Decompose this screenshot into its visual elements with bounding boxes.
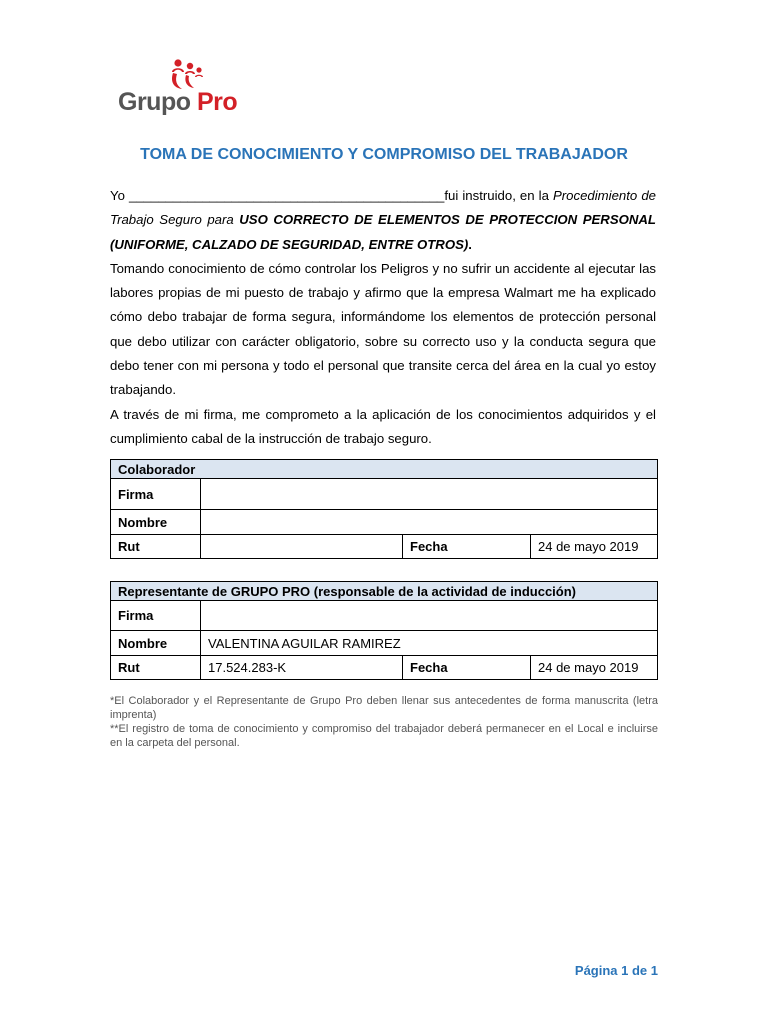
colaborador-table xyxy=(110,459,658,559)
document-title: TOMA DE CONOCIMIENTO Y COMPROMISO DEL TRABAJADOR xyxy=(140,146,628,163)
logo-text-grupo: Grupo xyxy=(118,88,191,116)
paragraph-instruction xyxy=(110,184,656,257)
page-number: Página 1 de 1 xyxy=(574,963,658,978)
colaborador-rut-field[interactable] xyxy=(201,535,403,559)
representante-fecha-value: 24 de mayo 2019 xyxy=(531,656,658,680)
representante-rut-label: Rut xyxy=(111,656,201,680)
footnote-2: **El registro de toma de conocimiento y compromiso del trabajador deberá permanecer en el Local e incluirse en la carpeta del personal. xyxy=(110,723,658,749)
colaborador-fecha-value: 24 de mayo 2019 xyxy=(531,535,658,559)
p1-end: . xyxy=(468,236,472,252)
colaborador-nombre-field[interactable] xyxy=(201,510,658,535)
paragraph-knowledge: Tomando conocimiento de cómo controlar los Peligros y no sufrir un accidente al ejecutar las labores propias de mi puesto de trabajo y afirmo que la empresa Walmart me ha explicado cómo debo trabajar de forma segura, informándome los elementos de protección personal que debo utilizar con carácter obligatorio, sobre su correcto uso y la conducta segura que debo tener con mi persona y todo el personal que transite cerca del área en la cual yo estoy trabajando. xyxy=(110,260,656,398)
representante-firma-field[interactable] xyxy=(201,601,658,631)
p1-procedure-name: USO CORRECTO DE ELEMENTOS DE PROTECCION PERSONAL (UNIFORME, CALZADO DE SEGURIDAD, ENTRE OTROS) xyxy=(110,212,656,252)
p1-text: fui instruido, en la xyxy=(444,188,553,203)
representante-nombre-value: VALENTINA AGUILAR RAMIREZ xyxy=(201,631,658,656)
representante-nombre-label: Nombre xyxy=(111,631,201,656)
colaborador-nombre-label: Nombre xyxy=(111,510,201,535)
grupo-pro-logo xyxy=(114,58,254,126)
footnotes xyxy=(110,694,658,750)
representante-firma-label: Firma xyxy=(111,601,201,631)
colaborador-firma-field[interactable] xyxy=(201,479,658,510)
p1-procedure: Procedimiento de Trabajo Seguro para xyxy=(110,188,656,228)
paragraph-commitment: A través de mi firma, me comprometo a la aplicación de los conocimientos adquiridos y el cumplimiento cabal de la instrucción de trabajo seguro. xyxy=(110,406,656,446)
footnote-1: *El Colaborador y el Representante de Grupo Pro deben llenar sus antecedentes de forma manuscrita (letra imprenta) xyxy=(110,695,658,721)
people-logo-icon xyxy=(166,58,206,92)
representante-fecha-label: Fecha xyxy=(403,656,531,680)
representante-rut-value: 17.524.283-K xyxy=(201,656,403,680)
colaborador-header: Colaborador xyxy=(111,460,658,479)
representante-header: Representante de GRUPO PRO (responsable de la actividad de inducción) xyxy=(111,582,658,601)
colaborador-rut-label: Rut xyxy=(111,535,201,559)
document-body xyxy=(110,184,656,451)
p1-yo: Yo xyxy=(110,188,129,203)
colaborador-firma-label: Firma xyxy=(111,479,201,510)
logo-text-pro: Pro xyxy=(196,88,238,116)
colaborador-fecha-label: Fecha xyxy=(403,535,531,559)
representante-table xyxy=(110,581,658,680)
worker-name-blank: ___________________________________________ xyxy=(128,188,445,203)
